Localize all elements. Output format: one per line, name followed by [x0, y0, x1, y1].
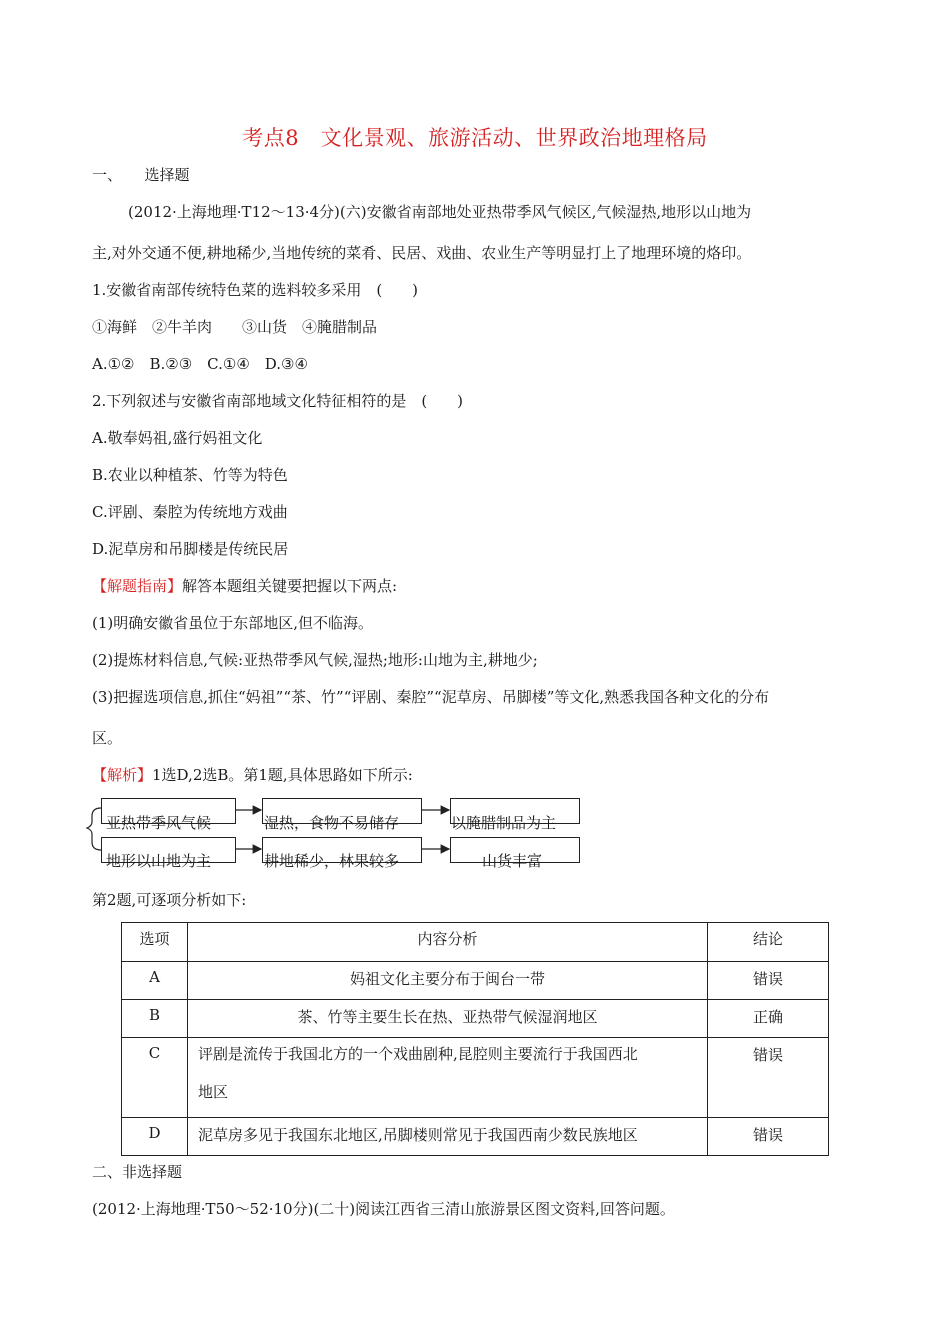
table-cell-content-line1: 评剧是流传于我国北方的一个戏曲剧种,昆腔则主要流行于我国西北 [198, 1045, 638, 1063]
page-title: 考点8 文化景观、旅游活动、世界政治地理格局 [242, 126, 708, 150]
table-header-row [122, 923, 829, 962]
question2-option-b: B.农业以种植茶、竹等为特色 [92, 466, 288, 484]
table-header-cell: 内容分析 [188, 923, 708, 962]
table-cell-option: A [122, 962, 188, 1000]
question2-option-d: D.泥草房和吊脚楼是传统民居 [92, 540, 289, 558]
guide-point-1: (1)明确安徽省虽位于东部地区,但不临海。 [92, 614, 374, 632]
table-cell-option: D [122, 1118, 188, 1156]
flow-brace [87, 808, 101, 850]
flow-box-text: 湿热，食物不易储存 [264, 814, 400, 832]
table-cell-option: C [122, 1038, 188, 1118]
table-row [122, 1000, 829, 1038]
section-heading-choice: 一、 选择题 [92, 166, 190, 184]
flow-box-text: 地形以山地为主 [106, 852, 212, 870]
intro-paragraph-line1: (2012·上海地理·T12～13·4分)(六)安徽省南部地处亚热带季风气候区,气候湿热,地形以山地为 [128, 203, 752, 221]
table-row [122, 1118, 829, 1156]
question2-analysis-intro: 第2题,可逐项分析如下: [92, 891, 247, 909]
table-cell-result: 错误 [708, 1118, 829, 1156]
flow-box-text: 山货丰富 [482, 852, 543, 870]
question1-items: ①海鲜 ②牛羊肉 ③山货 ④腌腊制品 [92, 318, 378, 336]
question2-stem: 2.下列叙述与安徽省南部地域文化特征相符的是 ( ) [92, 392, 464, 410]
table-cell-result: 正确 [708, 1000, 829, 1038]
table-cell-content: 妈祖文化主要分布于闽台一带 [188, 962, 708, 1000]
table-cell-result: 错误 [708, 962, 829, 1000]
question2-option-a: A.敬奉妈祖,盛行妈祖文化 [92, 429, 263, 447]
guide-text: 解答本题组关键要把握以下两点: [182, 577, 398, 595]
flow-box-text: 耕地稀少，林果较多 [264, 852, 400, 870]
analysis-label: 【解析】 [92, 766, 153, 784]
table-cell-content [188, 1038, 708, 1118]
flow-box-text: 以腌腊制品为主 [451, 814, 557, 832]
table-cell-content: 茶、竹等主要生长在热、亚热带气候湿润地区 [188, 1000, 708, 1038]
table-row [122, 962, 829, 1000]
analysis-text: 1选D,2选B。第1题,具体思路如下所示: [152, 766, 413, 784]
guide-label: 【解题指南】 [92, 577, 183, 595]
table-cell-result: 错误 [708, 1038, 829, 1118]
table-row [122, 1038, 829, 1118]
guide-point-3-line2: 区。 [92, 729, 123, 747]
table-cell-content-line2: 地区 [198, 1083, 229, 1101]
table-cell-option: B [122, 1000, 188, 1038]
flow-box-text: 亚热带季风气候 [106, 814, 212, 832]
final-question-intro: (2012·上海地理·T50～52·10分)(二十)阅读江西省三清山旅游景区图文资料,回答问题。 [92, 1200, 675, 1218]
question1-stem: 1.安徽省南部传统特色菜的选料较多采用 ( ) [92, 281, 419, 299]
table-header-cell: 选项 [122, 923, 188, 962]
intro-paragraph-line2: 主,对外交通不便,耕地稀少,当地传统的菜肴、民居、戏曲、农业生产等明显打上了地理环境的烙印。 [92, 244, 752, 262]
question1-options: A.①② B.②③ C.①④ D.③④ [92, 355, 308, 373]
table-cell-content: 泥草房多见于我国东北地区,吊脚楼则常见于我国西南少数民族地区 [188, 1118, 708, 1156]
section-heading-non-choice: 二、非选择题 [92, 1163, 183, 1181]
guide-point-2: (2)提炼材料信息,气候:亚热带季风气候,湿热;地形:山地为主,耕地少; [92, 651, 538, 669]
question2-option-c: C.评剧、秦腔为传统地方戏曲 [92, 503, 288, 521]
guide-point-3-line1: (3)把握选项信息,抓住“妈祖”“茶、竹”“评剧、秦腔”“泥草房、吊脚楼”等文化,熟悉我国各种文化的分布 [92, 688, 770, 706]
analysis-table [121, 922, 829, 1156]
table-header-cell: 结论 [708, 923, 829, 962]
